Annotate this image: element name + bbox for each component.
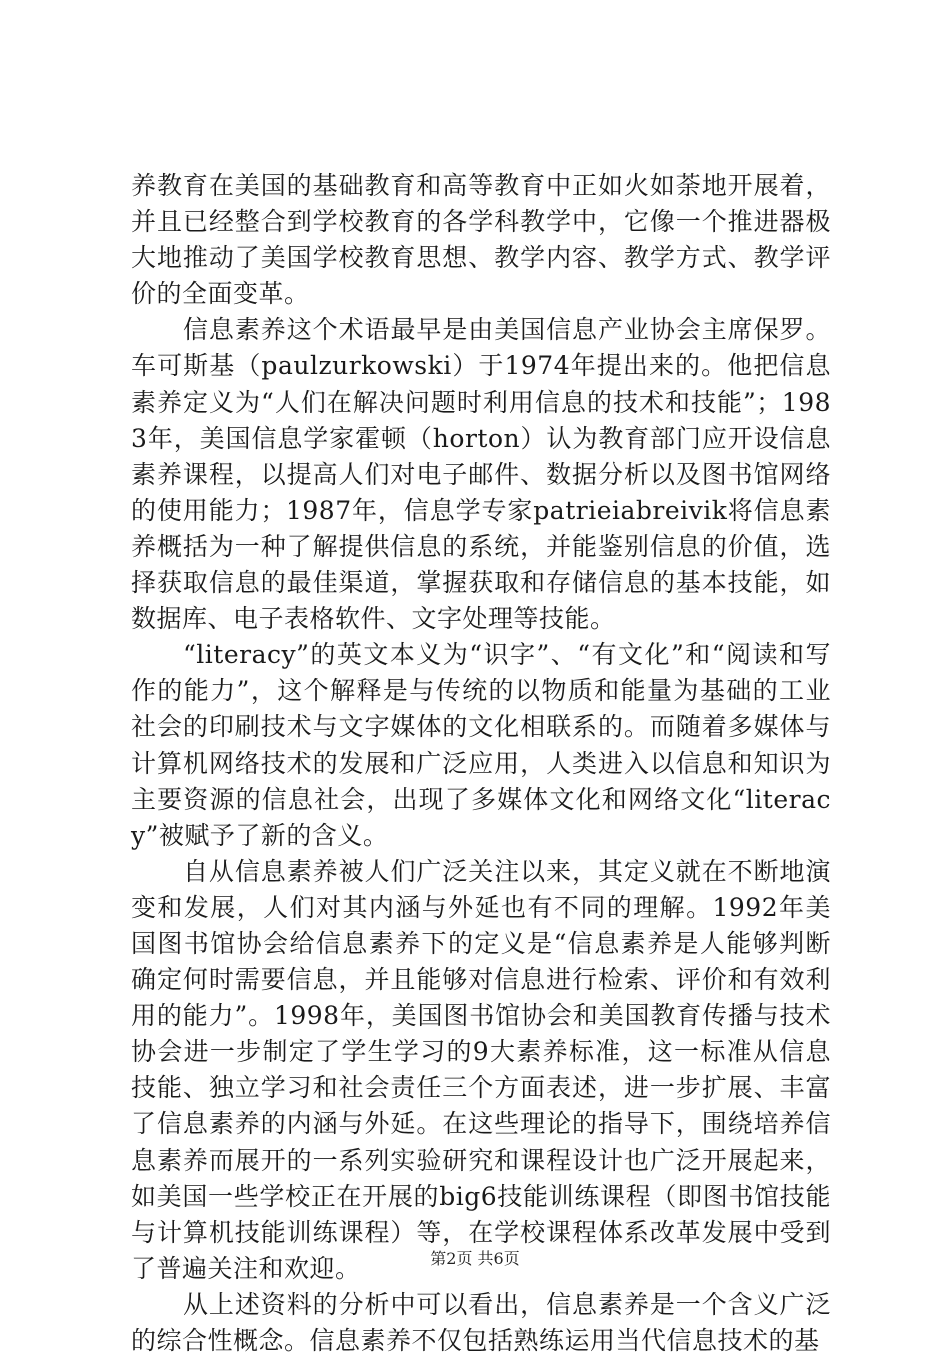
- paragraph-definition-evolution: 自从信息素养被人们广泛关注以来，其定义就在不断地演变和发展，人们对其内涵与外延也有不同的理解。1992年美国图书馆协会给信息素养下的定义是“信息素养是人能够判断确定何时需要信息，并且能够对信息进行检索、评价和有效利用的能力”。1998年，美国图书馆协会和美国教育传播与技术协会进一步制定了学生学习的9大素养标准，这一标准从信息技能、独立学习和社会责任三个方面表述，进一步扩展、丰富了信息素养的内涵与外延。在这些理论的指导下，围绕培养信息素养而展开的一系列实验研究和课程设计也广泛开展起来，如美国一些学校正在开展的big6技能训练课程（即图书馆技能与计算机技能训练课程）等，在学校课程体系改革发展中受到了普遍关注和欢迎。: [131, 856, 831, 1283]
- paragraph-literacy-meaning: “literacy”的英文本义为“识字”、“有文化”和“阅读和写作的能力”，这个解释是与传统的以物质和能量为基础的工业社会的印刷技术与文字媒体的文化相联系的。而随着多媒体与计算机网络技术的发展和广泛应用，人类进入以信息和知识为主要资源的信息社会，出现了多媒体文化和网络文化“literacy”被赋予了新的含义。: [131, 640, 831, 850]
- document-body: [131, 168, 831, 1359]
- paragraph-continuation: 养教育在美国的基础教育和高等教育中正如火如荼地开展着，并且已经整合到学校教育的各学科教学中，它像一个推进器极大地推动了美国学校教育思想、教学内容、教学方式、教学评价的全面变革。: [131, 171, 831, 309]
- paragraph-analysis-summary: 从上述资料的分析中可以看出，信息素养是一个含义广泛的综合性概念。信息素养不仅包括熟练运用当代信息技术的基: [131, 1289, 831, 1355]
- paragraph-term-origin: 信息素养这个术语最早是由美国信息产业协会主席保罗。车可斯基（paulzurkowski）于1974年提出来的。他把信息素养定义为“人们在解决问题时利用信息的技术和技能”；1983年，美国信息学家霍顿（horton）认为教育部门应开设信息素养课程，以提高人们对电子邮件、数据分析以及图书馆网络的使用能力；1987年，信息学专家patrieiabreivik将信息素养概括为一种了解提供信息的系统，并能鉴别信息的价值，选择获取信息的最佳渠道，掌握获取和存储信息的基本技能，如数据库、电子表格软件、文字处理等技能。: [131, 315, 831, 634]
- page-footer: 第2页 共6页: [430, 1249, 520, 1268]
